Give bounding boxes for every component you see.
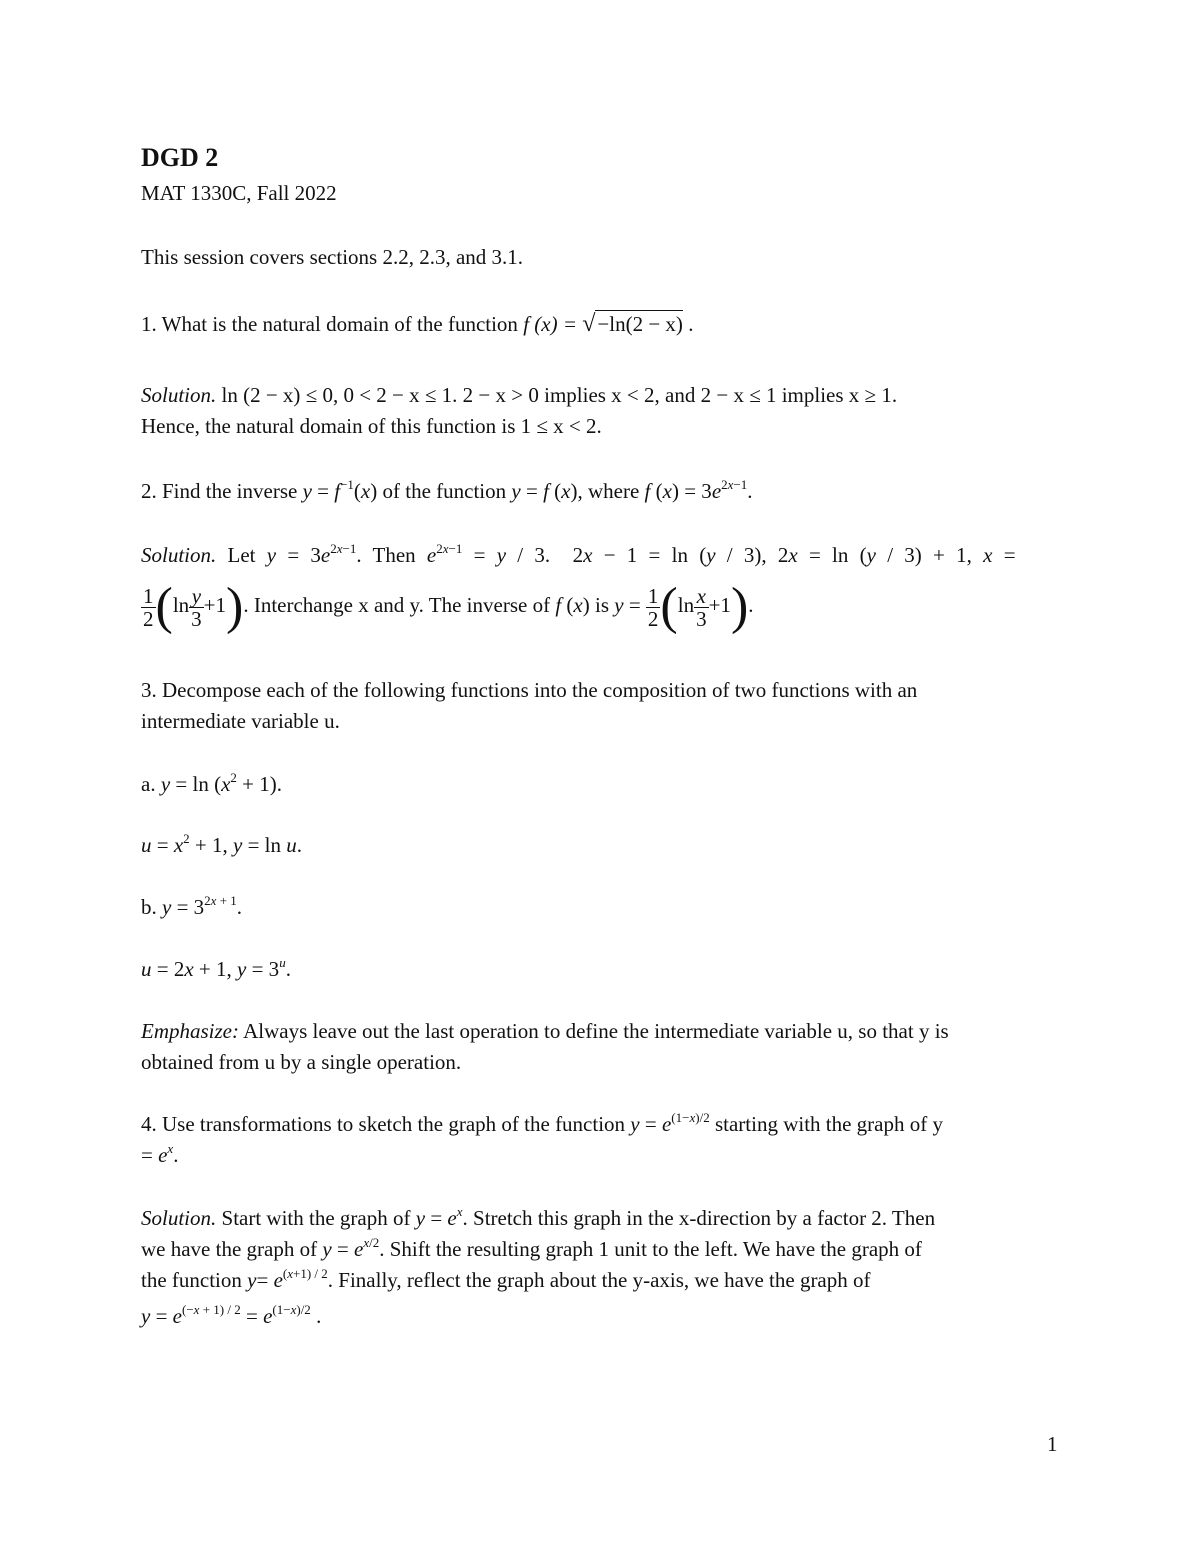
question-4-text-a: 4. Use transformations to sketch the graph of the function (141, 1112, 626, 1136)
emphasize-label: Emphasize: (141, 1019, 239, 1043)
solution-2-line1: Solution. Let $y = 3e^{2x-1}$. Then $e^{2x-1} = y / 3$. 2x − 1 = ln (y / 3), 2x = ln (y / 3) + 1, x = (141, 541, 1016, 567)
solution-4-s2: Stretch this graph in the x-direction by a factor 2. Then (473, 1206, 936, 1230)
question-1-function: f (x) = (523, 312, 577, 336)
answer-3a: $u = x^2 + 1$, y = ln u. (141, 831, 303, 857)
emphasize-line1 (141, 1018, 949, 1044)
question-4-line2: = $e^x$. (141, 1141, 179, 1167)
solution-1-line2: Hence, the natural domain of this function is 1 ≤ x < 2. (141, 414, 602, 438)
emphasize-text: Always leave out the last operation to define the intermediate variable u, so that y is (243, 1019, 949, 1043)
solution-2-line2: $\frac{1}{2}$ (ln $\frac{y}{3}$ +1). Interchange x and y. The inverse of f (x) is y = $\frac{1}{2}$ (ln $\frac{x}{3}$ +1). (143, 578, 754, 636)
question-3-line2: intermediate variable u. (141, 709, 340, 733)
question-2-text-a: 2. Find the inverse (141, 479, 298, 503)
fraction-one-half: $\frac{1}{2}$ (143, 583, 154, 631)
question-1-text: 1. What is the natural domain of the function (141, 312, 518, 336)
solution-4-line2: we have the graph of $y = e^{x/2}$. Shift the resulting graph 1 unit to the left. We have the graph of (141, 1235, 922, 1261)
question-1-radicand: −ln(2 − x) (597, 312, 683, 336)
solution-2-let: Let (227, 543, 256, 567)
question-3b: b. $y = 3^{2x + 1}$. (141, 893, 243, 919)
solution-1-label: Solution. (141, 383, 217, 407)
solution-2-then: Then (372, 543, 416, 567)
solution-4-s4: Shift the resulting graph 1 unit to the left. We have the graph of (389, 1237, 922, 1261)
question-2-text-c: where (587, 479, 640, 503)
answer-3b: u = 2x + 1, $y = 3^u$. (141, 955, 291, 981)
solution-4-s3: we have the graph of (141, 1237, 318, 1261)
fraction-one-half-2: $\frac{1}{2}$ (647, 583, 659, 631)
solution-2-label: Solution. (141, 543, 217, 567)
solution-2-interchange: Interchange x and y. The inverse of (253, 593, 551, 617)
page-title: DGD 2 (141, 143, 219, 172)
question-2: 2. Find the inverse $y = f^{-1}(x)$ of the function y = f (x), where f $(x) = 3e^{2x-1}$. (141, 477, 753, 503)
question-4-line1: 4. Use transformations to sketch the graph of the function $y = e^{(1-x)/2}$ starting with the graph of y (141, 1110, 943, 1136)
solution-1-line1 (141, 382, 897, 408)
question-3-line1: 3. Decompose each of the following functions into the composition of two functions with an (141, 678, 918, 702)
solution-1-text: ln (2 − x) ≤ 0, 0 < 2 − x ≤ 1. 2 − x > 0 implies x < 2, and 2 − x ≤ 1 implies x ≥ 1. (221, 383, 898, 407)
question-3a: a. $y = \ln (x^2 + 1)$. (141, 770, 282, 796)
question-3b-label: b. (141, 895, 157, 919)
question-2-text-b: of the function (382, 479, 507, 503)
solution-4-line4: $y = e^{(-x + 1) / 2} = e^{(1-x)/2}$ . (141, 1302, 322, 1328)
solution-4-s6: Finally, reflect the graph about the y-axis, we have the graph of (338, 1268, 871, 1292)
page-number: 1 (1047, 1432, 1058, 1456)
emphasize-line2: obtained from u by a single operation. (141, 1050, 462, 1074)
intro-text: This session covers sections 2.2, 2.3, and 3.1. (141, 245, 524, 269)
question-3a-label: a. (141, 772, 156, 796)
question-1: 1. What is the natural domain of the function f (x) = √−ln(2 − x) . (141, 311, 694, 337)
solution-4-s5: the function (141, 1268, 242, 1292)
solution-4-line1: Solution. Start with the graph of $y = e^x$. Stretch this graph in the x-direction by a factor 2. Then (141, 1204, 936, 1230)
solution-2-is: is (594, 593, 609, 617)
question-4-text-b: starting with the graph of y (714, 1112, 943, 1136)
solution-4-line3: the function $y= e^{(x+1) / 2}$. Finally, reflect the graph about the y-axis, we have the graph of (141, 1266, 871, 1292)
solution-4-s1: Start with the graph of (221, 1206, 411, 1230)
course-subtitle: MAT 1330C, Fall 2022 (141, 181, 337, 205)
solution-4-label: Solution. (141, 1206, 217, 1230)
